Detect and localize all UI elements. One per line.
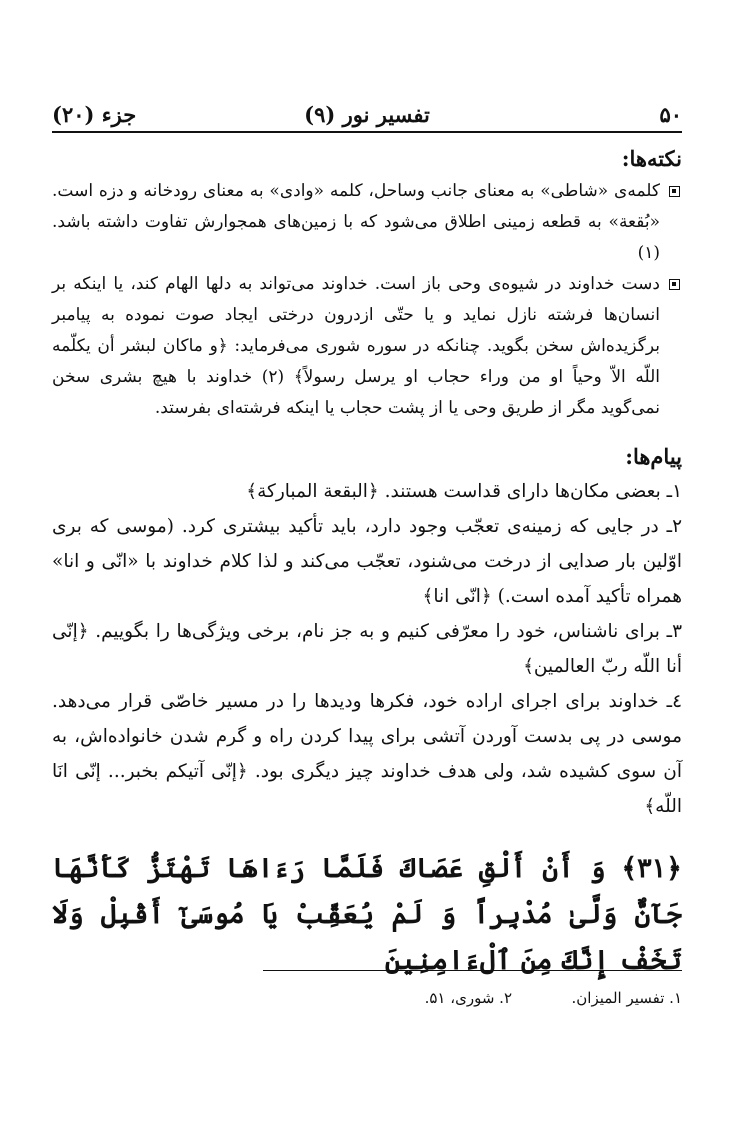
page-header: [52, 100, 682, 130]
footnotes: [52, 985, 682, 1011]
quran-verse: ﴿۳۱﴾ وَ أَنْ أَلْقِ عَصَاكَ فَلَمَّا رَءَاهَا تَهْتَزُّ كَأَنَّهَا جَآنٌّ وَلَّىٰ مُدْبِراً وَ لَمْ يُعَقِّبْ يَا مُوسَىٰٓ أَقْبِلْ وَلَا تَخَفْ إِنَّكَ مِنَ ٱلْءَامِنِينَ: [52, 853, 682, 976]
note-item: [52, 176, 682, 269]
footnote-2: ۲. شوری، ۵۱.: [424, 989, 512, 1007]
note-text: دست خداوند در شیوه‌ی وحی باز است. خداوند می‌تواند به دلها الهام کند، یا اینکه بر انسان‌ها فرشته نازل نماید و یا حتّی ازدرون درختی ایجاد صوت نموده به پیامبر برگزیده‌اش سخن بگوید. چنانکه در سوره شوری می‌فرماید: ﴿و ماکان لبشر أن یکلّمه اللّه الاّ وحیاً او من وراء حجاب او یرسل رسولاً﴾ (۲) خداوند با هیچ بشری سخن نمی‌گوید مگر از طریق وحی یا از پشت حجاب یا اینکه فرشته‌ای بفرستد.: [52, 274, 660, 418]
header-rule: [52, 131, 682, 133]
footnote-rule: [263, 970, 682, 971]
part-number: جزء (۲۰): [52, 102, 137, 127]
message-item: ٤ـ خداوند برای اجرای اراده خود، فکرها ودیدها را در مسیر خاصّی قرار می‌دهد. موسی در پی بدست آوردن آتشی برای پیدا کردن راه و گرم شدن خانواده‌اش، به آن سوی کشیده شد، ولی هدف خداوند چیز دیگری بود. ﴿إنّی آتیکم بخبر... إنّی انَا اللّه﴾: [52, 691, 683, 817]
message-item: ۲ـ در جایی که زمینه‌ی تعجّب وجود دارد، باید تأکید بیشتری کرد. (موسی که بری اوّلین بار صدایی از درخت می‌شنود، تعجّب می‌کند و لذا کلام خداوند با «انّی و انا» همراه تأکید آمده است.) ﴿انّی انا﴾: [52, 516, 682, 607]
square-bullet-icon: [669, 279, 680, 290]
notes-heading: نکته‌ها:: [621, 146, 682, 171]
book-title: تفسیر نور (۹): [304, 102, 430, 127]
note-text: کلمه‌ی «شاطی» به معنای جانب وساحل، کلمه «وادی» به معنای رودخانه و دزه است. «بُقعة» به قطعه زمینی اطلاق می‌شود که با زمین‌های همجوارش تفاوت داشته باشد.(۱): [52, 181, 660, 263]
page-number: ۵۰: [659, 102, 682, 127]
note-item: [52, 269, 682, 424]
page-content: [52, 142, 682, 984]
message-item: ۱ـ بعضی مکان‌ها دارای قداست هستند. ﴿البقعة المبارکة﴾: [246, 481, 682, 502]
notes-section: [52, 142, 682, 424]
messages-heading: پیام‌ها:: [625, 444, 682, 469]
message-item: ۳ـ برای ناشناس، خود را معرّفی کنیم و به جز نام، برخی ویژگی‌ها را بگوییم. ﴿إنّی أنا اللّه ربّ العالمین﴾: [52, 621, 682, 677]
footnote-1: ۱. تفسیر المیزان.: [571, 989, 682, 1007]
square-bullet-icon: [669, 186, 680, 197]
messages-section: [52, 440, 682, 824]
